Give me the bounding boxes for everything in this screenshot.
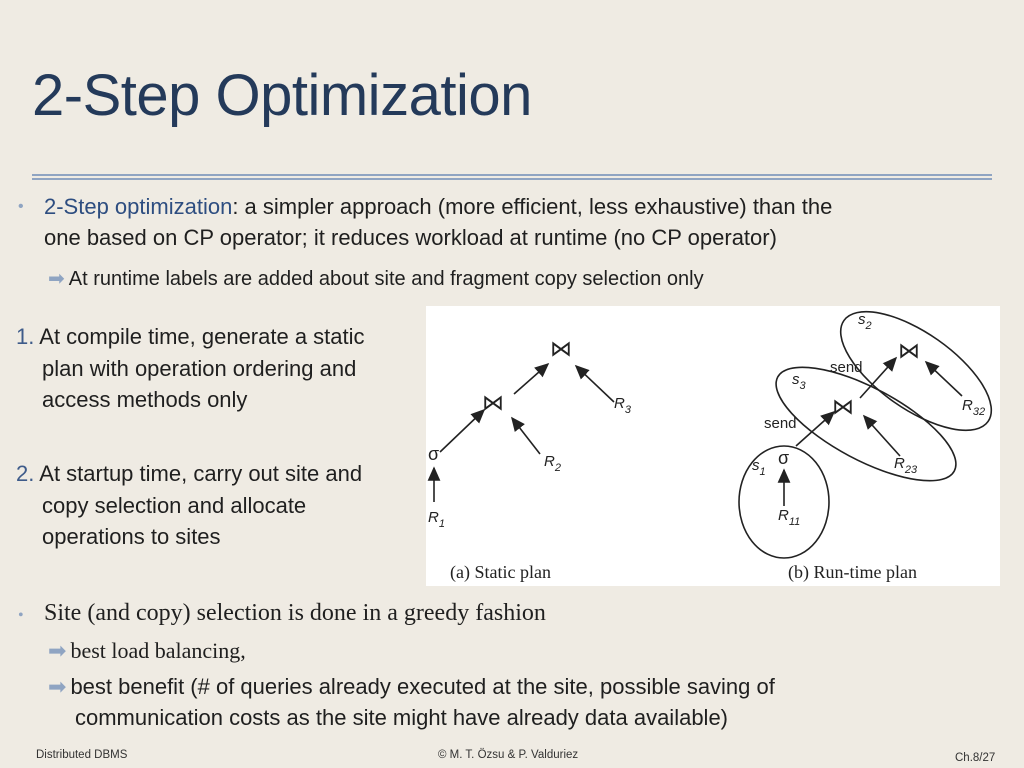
s1-label: $s_1$ <box>752 457 766 478</box>
bullet-dot: • <box>18 198 24 215</box>
runtime-caption: (b) Run-time plan <box>788 562 917 582</box>
footer-left: Distributed DBMS <box>36 749 128 761</box>
edge-send-mid <box>796 412 834 446</box>
step-2-number: 2. <box>16 461 35 486</box>
arrow-icon: ➡ <box>48 674 67 699</box>
edge-r32 <box>926 362 962 396</box>
send-label: send <box>830 359 863 376</box>
bullet-greedy <box>18 600 546 627</box>
edge-join2-join1 <box>514 364 548 394</box>
static-caption: (a) Static plan <box>450 562 551 582</box>
arrow-icon: ➡ <box>48 638 67 663</box>
title-rule-bottom <box>32 178 992 180</box>
bullet2-sub2-line1: best benefit (# of queries already executed at the site, possible saving of <box>70 674 775 699</box>
r32-label: $R_{32}$ <box>962 397 986 418</box>
join-icon: ⋈ <box>550 336 572 361</box>
step-2-text: At startup time, carry out site and copy selection and allocate operations to sites <box>39 461 363 549</box>
footer-page: Ch.8/27 <box>955 752 996 764</box>
r1-label: $R_1$ <box>428 509 445 530</box>
r11-label: $R_{11}$ <box>778 507 801 528</box>
bullet2-sub2 <box>48 671 775 733</box>
static-plan <box>434 364 614 502</box>
s2-label: $s_2$ <box>858 311 872 332</box>
r23-label: $R_{23}$ <box>894 455 918 476</box>
join-icon: ⋈ <box>898 338 920 363</box>
plan-figure <box>426 306 1000 586</box>
step-1-text: At compile time, generate a static plan with operation ordering and access methods only <box>39 324 365 412</box>
bullet2-sub2-line2: communication costs as the site might have already data available) <box>75 705 729 730</box>
bullet1-line2: one based on CP operator; it reduces workload at runtime (no CP operator) <box>44 225 777 250</box>
slide-title: 2-Step Optimization <box>32 63 532 128</box>
sigma-icon: σ <box>428 444 440 464</box>
step-2 <box>16 458 396 553</box>
step-1 <box>16 321 396 416</box>
edge-r23 <box>864 416 900 456</box>
bullet1-text: : a simpler approach (more efficient, less exhaustive) than the <box>232 194 833 219</box>
join-icon: ⋈ <box>832 394 854 419</box>
site-s2-ellipse <box>822 306 1000 453</box>
bullet2-sub1 <box>48 637 246 665</box>
bullet1-sub-text: At runtime labels are added about site and fragment copy selection only <box>68 268 704 290</box>
join-icon: ⋈ <box>482 390 504 415</box>
send-label: send <box>764 415 797 432</box>
sigma-icon: σ <box>778 448 790 468</box>
bullet2-text: Site (and copy) selection is done in a greedy fashion <box>44 600 546 626</box>
bullet1-sub <box>48 265 704 293</box>
two-step-term: 2-Step optimization <box>44 194 233 219</box>
arrow-icon: ➡ <box>48 268 65 290</box>
title-rule-top <box>32 174 992 176</box>
step-1-number: 1. <box>16 324 35 349</box>
bullet-dot: • <box>18 607 24 624</box>
edge-r2-join2 <box>512 418 540 454</box>
r2-label: $R_2$ <box>544 453 561 474</box>
footer-center: © M. T. Özsu & P. Valduriez <box>438 749 579 761</box>
edge-r3-join1 <box>576 366 614 402</box>
bullet-two-step <box>18 191 998 253</box>
bullet2-sub1-text: best load balancing, <box>70 638 246 663</box>
r3-label: $R_3$ <box>614 395 631 416</box>
s3-label: $s_3$ <box>792 371 806 392</box>
edge-sigma-join2 <box>440 410 484 452</box>
